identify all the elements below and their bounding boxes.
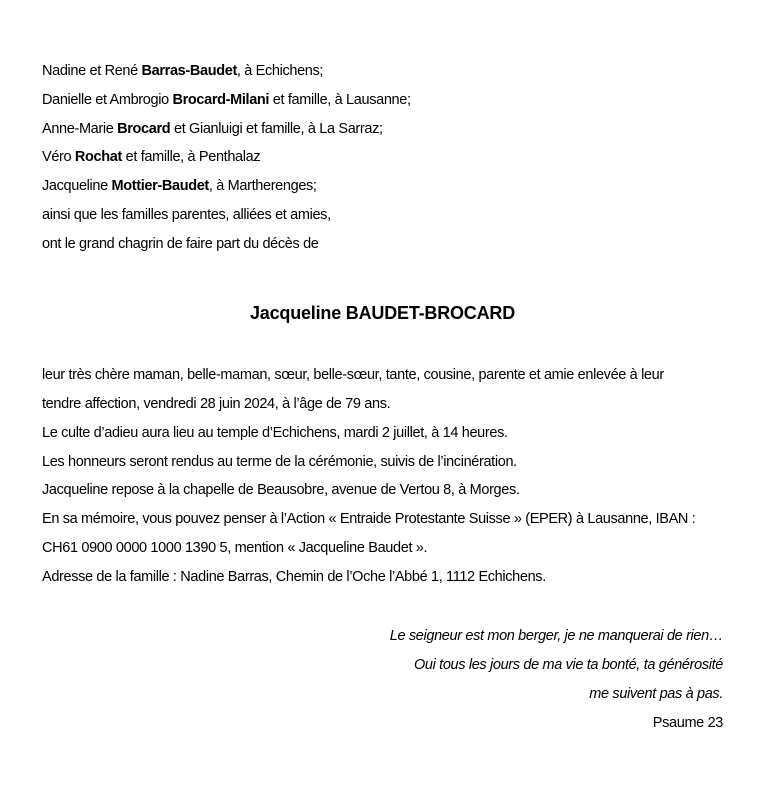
body-line: CH61 0900 0000 1000 1390 5, mention « Jacqueline Baudet ».: [42, 539, 428, 556]
family-line-text: Jacqueline: [42, 178, 112, 194]
family-line: [42, 86, 723, 115]
family-name-bold: Mottier-Baudet: [111, 178, 209, 194]
body-line: Le culte d’adieu aura lieu au temple d’Echichens, mardi 2 juillet, à 14 heures.: [42, 424, 508, 441]
family-lines-block: [42, 57, 723, 258]
family-line-text: Danielle et Ambrogio: [42, 91, 173, 108]
family-name-bold: Barras-Baudet: [141, 63, 237, 79]
family-line: [42, 143, 723, 172]
family-line-text: Véro: [42, 149, 75, 166]
quote-lines: [42, 622, 723, 708]
body-line: leur très chère maman, belle-maman, sœur, belle-sœur, tante, cousine, parente et amie enlevée à leur: [42, 367, 664, 384]
family-name-bold: Rochat: [74, 149, 122, 166]
family-line: [42, 230, 723, 259]
family-line: [42, 201, 723, 230]
family-line-text: , à Martherenges;: [208, 178, 317, 194]
quote-line: Oui tous les jours de ma vie ta bonté, ta générosité: [413, 657, 723, 673]
family-line-text: et famille, à Penthalaz: [121, 149, 261, 166]
body-lines-block: [42, 361, 723, 591]
family-line-text: ont le grand chagrin de faire part du décès de: [42, 235, 319, 252]
body-line: Les honneurs seront rendus au terme de la cérémonie, suivis de l’incinération.: [42, 453, 517, 470]
family-line-text: , à Echichens;: [236, 63, 324, 79]
family-line-text: Anne-Marie: [42, 120, 118, 137]
body-line: Adresse de la famille : Nadine Barras, Chemin de l’Oche l’Abbé 1, 1112 Echichens.: [42, 568, 546, 585]
family-line-text: Nadine et René: [42, 63, 142, 79]
family-line: [42, 115, 723, 144]
family-name-bold: Brocard: [117, 120, 171, 137]
body-line: Jacqueline repose à la chapelle de Beausobre, avenue de Vertou 8, à Morges.: [42, 482, 520, 499]
family-line: [42, 57, 723, 86]
family-line-text: et Gianluigi et famille, à La Sarraz;: [170, 120, 383, 137]
family-line-text: et famille, à Lausanne;: [269, 91, 411, 108]
quote-line: Le seigneur est mon berger, je ne manquerai de rien…: [389, 628, 723, 645]
family-line-text: ainsi que les familles parentes, alliées et amies,: [42, 206, 331, 223]
quote-attribution: Psaume 23: [652, 714, 723, 731]
deceased-name-title: Jacqueline BAUDET-BROCARD: [249, 303, 516, 324]
family-line: [42, 172, 723, 201]
family-name-bold: Brocard-Milani: [172, 91, 270, 108]
quote-line: me suivent pas à pas.: [589, 685, 723, 702]
psalm-quote-block: [42, 622, 723, 737]
body-line: En sa mémoire, vous pouvez penser à l’Action « Entraide Protestante Suisse » (EPER) à Lausanne, IBAN :: [42, 511, 696, 527]
body-line: tendre affection, vendredi 28 juin 2024, à l’âge de 79 ans.: [42, 396, 391, 412]
